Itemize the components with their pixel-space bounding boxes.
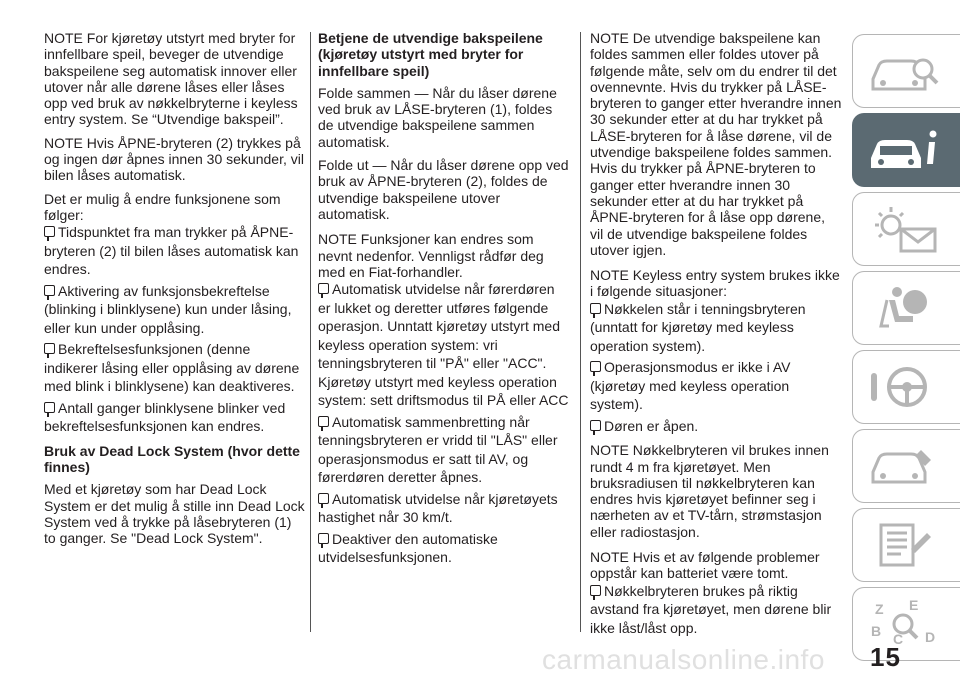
checkbox-bullet-icon [590, 361, 601, 372]
body-paragraph: Folde ut — Når du låser dørene opp ved bruk av ÅPNE-bryteren (2), foldes de utvendige bakspeilene utover automatisk. [318, 157, 569, 222]
column-right [590, 30, 842, 640]
section-heading: Bruk av Dead Lock System (hvor dette finnes) [44, 442, 300, 476]
column-middle [318, 30, 570, 570]
tab-car-service[interactable] [852, 429, 960, 503]
svg-text:B: B [871, 623, 882, 639]
checkbox-bullet-icon [318, 416, 329, 427]
list-item: Aktivering av funksjonsbekreftelse (blinking i blinklysene) kun under låsing, eller kun under opplåsing. [44, 282, 292, 336]
tab-maintenance-list[interactable] [852, 508, 960, 582]
tab-car-search[interactable] [852, 34, 960, 108]
page-number: 15 [870, 642, 901, 672]
checkbox-bullet-icon [590, 585, 601, 596]
body-paragraph: Folde sammen — Når du låser dørene ved bruk av LÅSE-bryteren (1), foldes de utvendige bakspeilene sammen automatisk. [318, 84, 557, 150]
checkbox-bullet-icon [590, 420, 601, 431]
checkbox-bullet-icon [318, 283, 329, 294]
tab-steering-wheel[interactable] [852, 350, 960, 424]
section-heading: Betjene de utvendige bakspeilene (kjøretøy utstyrt med bryter for innfellbare speil) [318, 30, 543, 79]
checkbox-bullet-icon [590, 303, 601, 314]
note-paragraph: NOTE Nøkkelbryteren vil brukes innen rundt 4 m fra kjøretøyet. Men bruksradiusen til nøkkelbryteren kan endres hvis kjøretøyet befinner seg i nærheten av et TV-tårn, strømstasjon eller radiostasjon. [590, 442, 829, 540]
list-item: Deaktiver den automatiske utvidelsesfunksjonen. [318, 530, 498, 566]
list-item: Bekreftelsesfunksjonen (denne indikerer låsing eller opplåsing av dørene med blink i blinklysene) kan deaktiveres. [44, 341, 300, 395]
note-paragraph: NOTE Keyless entry system brukes ikke i følgende situasjoner: [590, 267, 840, 300]
svg-text:E: E [909, 598, 919, 613]
note-paragraph: NOTE De utvendige bakspeilene kan foldes sammen eller foldes utover på følgende måte, selv om du endrer til det ovennevnte. Hvis du trykker på LÅSE-bryteren to ganger etter hverandre innen 30 sekunder etter at du har trykket på LÅSE-bryteren for å låse dørene, vil de utvendige bakspeilene foldes sammen. Hvis du trykker på ÅPNE-bryteren to ganger etter hverandre innen 30 sekunder etter at du har trykket på ÅPNE-bryteren for å låse opp dørene, vil de utvendige bakspeilene foldes utover igjen. [590, 30, 842, 258]
svg-text:D: D [925, 629, 936, 645]
list-item: Operasjonsmodus er ikke i AV (kjøretøy med keyless operation system). [590, 359, 791, 413]
body-paragraph: Med et kjøretøy som har Dead Lock System er det mulig å stille inn Dead Lock System ved å trykke på låsebryteren (1) to ganger. Se "Dead Lock System". [44, 481, 305, 547]
chapter-tabs [852, 34, 960, 666]
car-search-icon [867, 45, 947, 99]
body-paragraph: Det er mulig å endre funksjonene som følger: [44, 190, 281, 223]
tab-alphabet-index[interactable] [852, 587, 960, 661]
checkbox-bullet-icon [44, 226, 55, 237]
checkbox-bullet-icon [44, 402, 55, 413]
checkbox-bullet-icon [318, 533, 329, 544]
list-item: Døren er åpen. [590, 417, 842, 436]
tab-light-message[interactable] [852, 192, 960, 266]
list-item: Automatisk utvidelse når førerdøren er lukket og deretter utføres følgende operasjon. Unntatt kjøretøy utstyrt med keyless operation system: vri tenningsbryteren til "PÅ" eller "ACC". Kjøretøy utstyrt med keyless operation system: sett driftsmodus til PÅ eller ACC [318, 281, 569, 409]
steering-wheel-icon [867, 361, 947, 415]
list-item: Automatisk sammenbretting når tenningsbryteren er vridd til "LÅS" eller operasjonsmodus er satt til AV, og førerdøren deretter åpnes. [318, 413, 558, 486]
list-item: Automatisk utvidelse når kjøretøyets hastighet når 30 km/t. [318, 490, 558, 526]
svg-text:C: C [893, 631, 904, 647]
list-item: Nøkkelen står i tenningsbryteren (unntatt for kjøretøy med keyless operation system). [590, 300, 806, 354]
svg-text:Z: Z [875, 601, 884, 617]
note-paragraph: NOTE Funksjoner kan endres som nevnt nedenfor. Vennligst rådfør deg med en Fiat-forhandler. [318, 231, 544, 280]
watermark: carmanualsonline.info [542, 644, 825, 675]
tab-car-info[interactable] [852, 113, 960, 187]
checkbox-bullet-icon [44, 343, 55, 354]
light-message-icon [867, 203, 947, 257]
checkbox-bullet-icon [318, 493, 329, 504]
car-service-icon [867, 440, 947, 494]
note-paragraph: NOTE Hvis ÅPNE-bryteren (2) trykkes på og ingen dør åpnes innen 30 sekunder, vil bilen låses automatisk. [44, 134, 304, 184]
column-left [44, 30, 306, 554]
car-info-icon [867, 124, 947, 178]
column-divider [580, 32, 581, 632]
tab-airbag-seat[interactable] [852, 271, 960, 345]
note-paragraph: NOTE For kjøretøy utstyrt med bryter for innfellbare speil, beveger de utvendige bakspeilene seg automatisk innover eller utover når alle dørene låses eller låses opp ved bruk av nøkkelbryterne i keyless entry system. Se “Utvendige bakspeil”. [44, 30, 298, 128]
airbag-seat-icon [867, 282, 947, 336]
list-item: Antall ganger blinklysene blinker ved bekreftelsesfunksjonen kan endres. [44, 399, 286, 435]
column-divider [310, 32, 311, 632]
list-item: Tidspunktet fra man trykker på ÅPNE-bryteren (2) til bilen låses automatisk kan endres. [44, 224, 299, 278]
checkbox-bullet-icon [44, 285, 55, 296]
maintenance-list-icon [867, 519, 947, 573]
list-item: Nøkkelbryteren brukes på riktig avstand fra kjøretøyet, men dørene blir ikke låst/låst opp. [590, 582, 832, 636]
note-paragraph: NOTE Hvis et av følgende problemer oppstår kan batteriet være tomt. [590, 549, 820, 582]
